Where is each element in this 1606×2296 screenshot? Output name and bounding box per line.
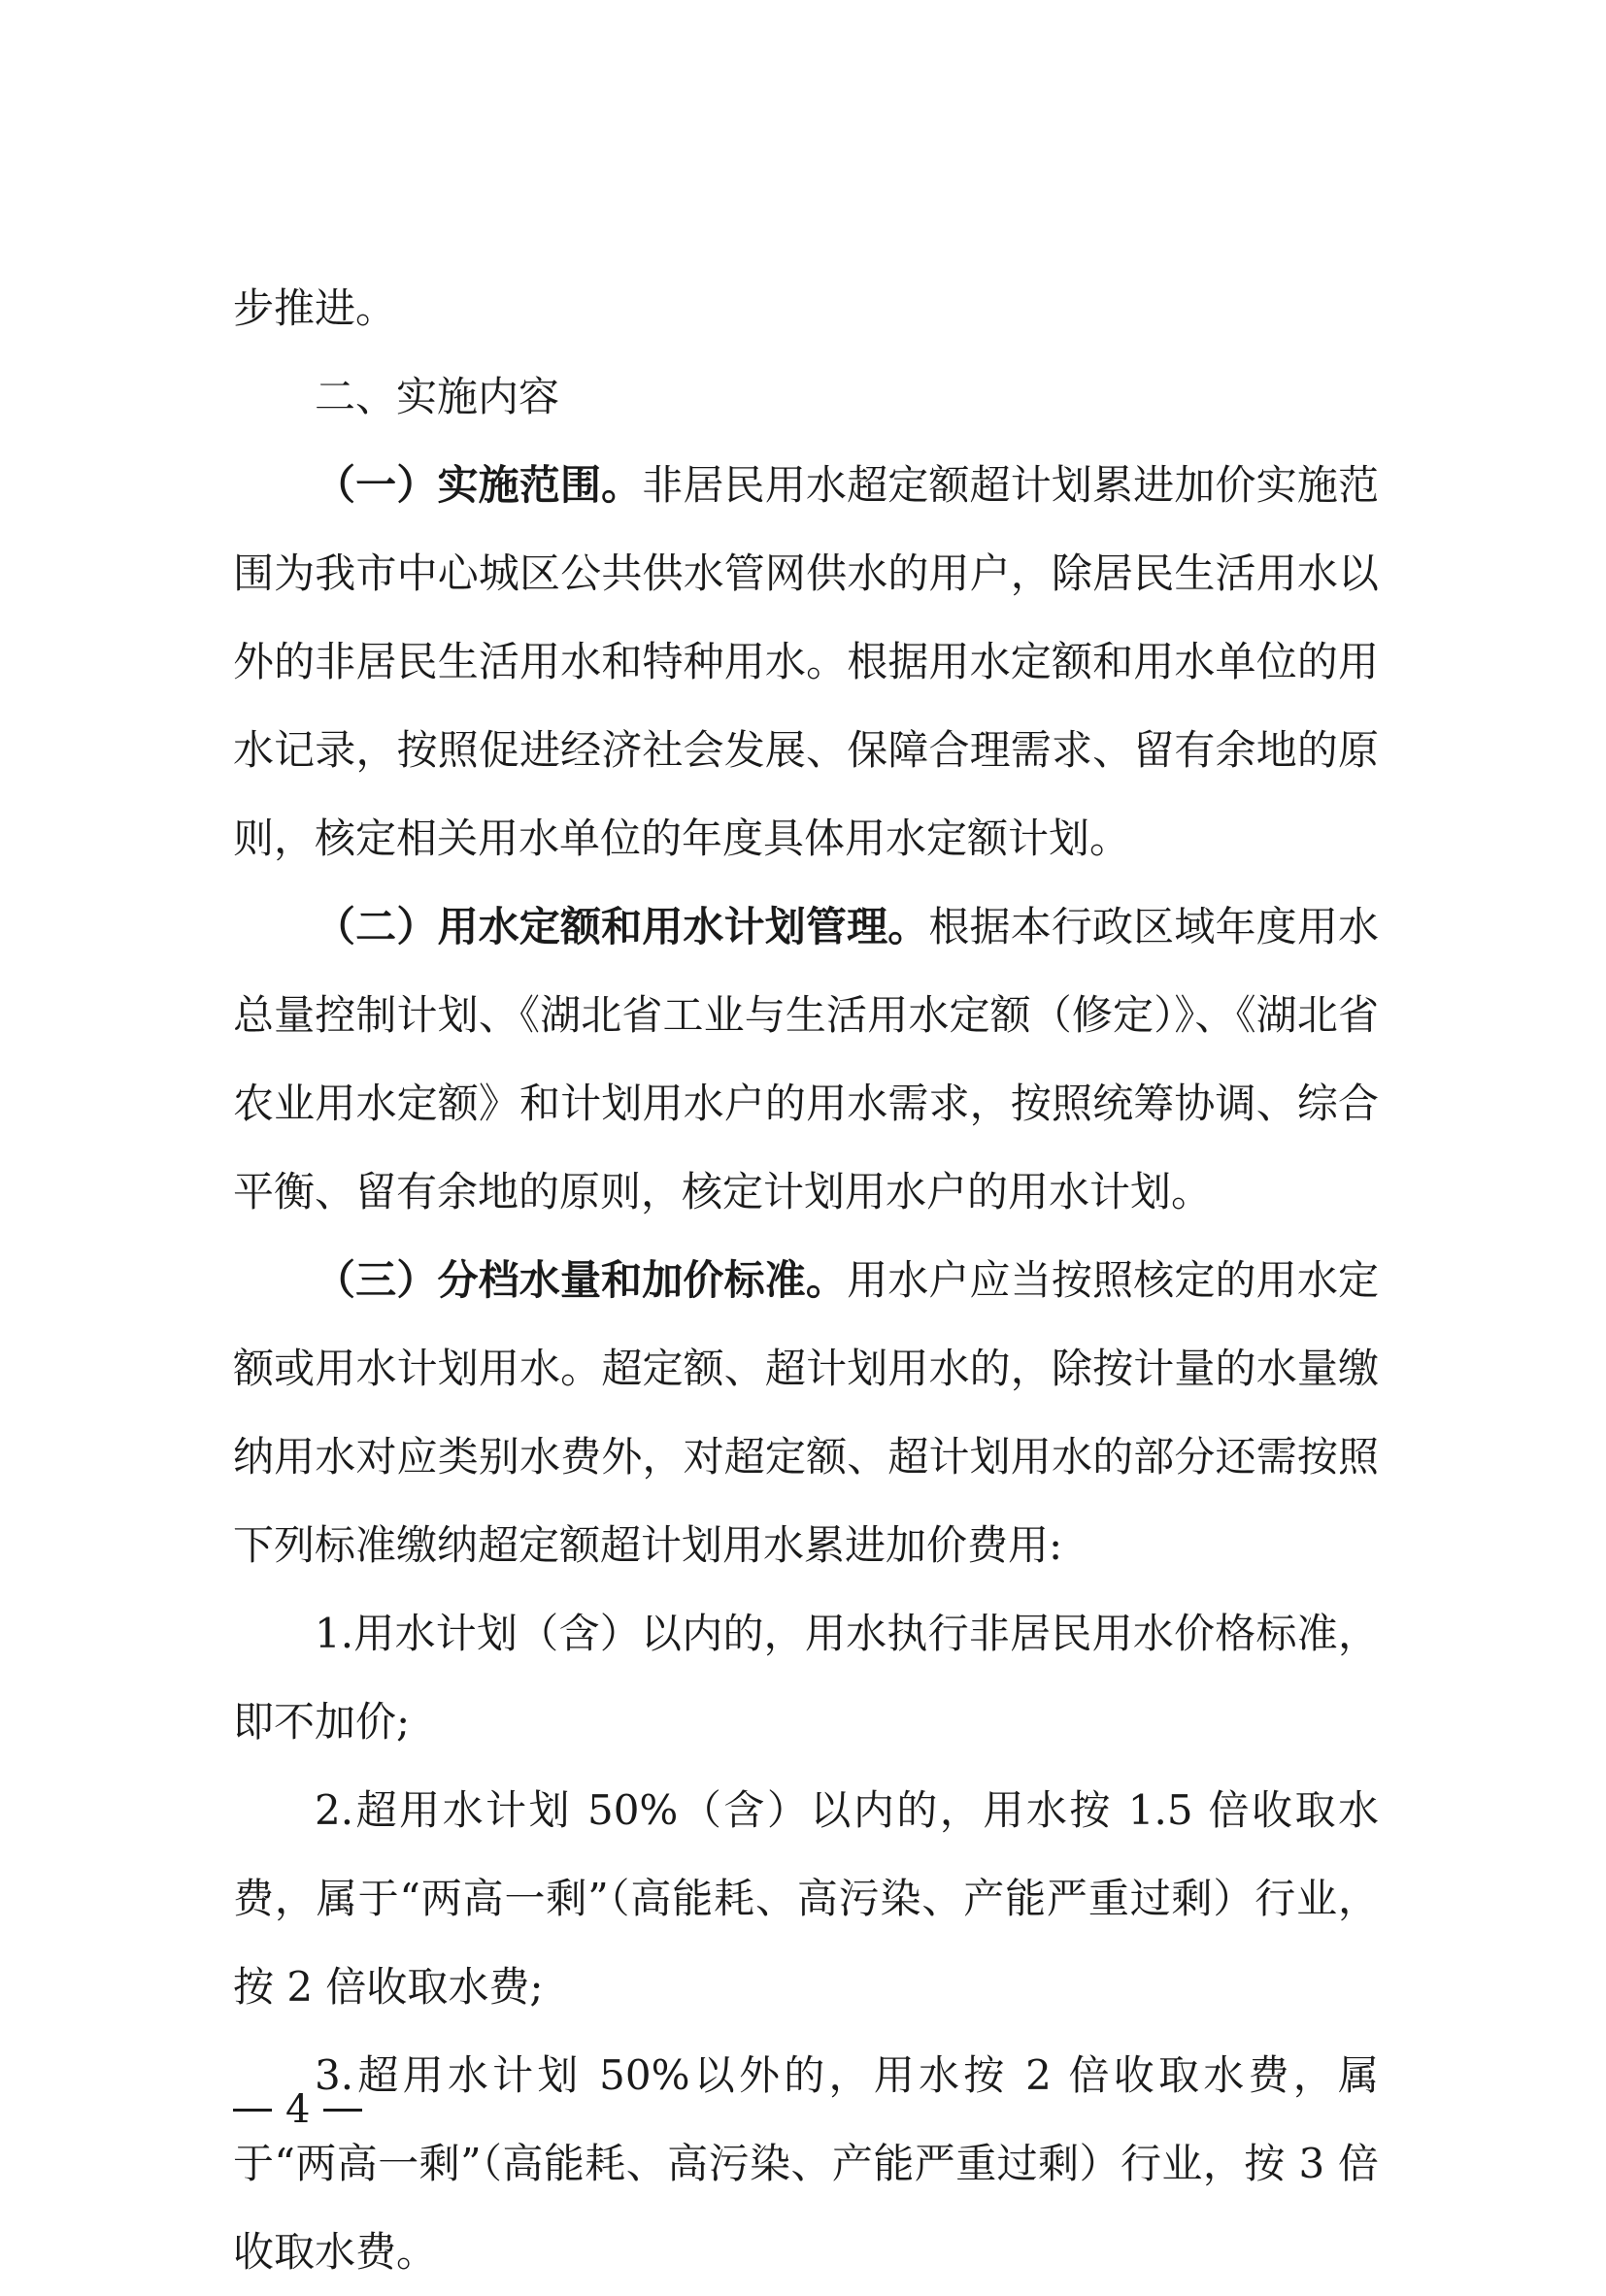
subheading-tier-pricing: （三）分档水量和加价标准。 [315,1256,848,1304]
footer-left-dash [233,2109,272,2112]
section-heading: 二、实施内容 [315,373,560,420]
paragraph-implementation-scope [233,441,1379,882]
paragraph-quota-management [233,882,1379,1236]
paragraph-text: 非居民用水超定额超计划累进加价实施范围为我市中心城区公共供水管网供水的用户，除居民生活用水以外的非居民生活用水和特种用水。根据用水定额和用水单位的用水记录，按照促进经济社会发展、保障合理需求、留有余地的原则，核定相关用水单位的年度具体用水定额计划。 [233,461,1379,862]
list-item-3: 3.超用水计划 50%以外的，用水按 2 倍收取水费，属于“两高一剩”（高能耗、高污染、产能严重过剩）行业，按 3 倍收取水费。 [233,2051,1379,2276]
paragraph-tier-pricing [233,1236,1379,1589]
footer-right-dash [323,2109,362,2112]
continuation-paragraph: 步推进。 [233,284,397,332]
subheading-implementation-scope: （一）实施范围。 [315,461,643,509]
document-body [233,264,1379,2296]
list-item-1: 1.用水计划（含）以内的，用水执行非居民用水价格标准，即不加价; [233,1610,1379,1746]
subheading-quota-management: （二）用水定额和用水计划管理。 [315,903,929,950]
page-number: 4 [285,2087,311,2132]
page-footer [233,2087,362,2132]
paragraph-text: 根据本行政区域年度用水总量控制计划、《湖北省工业与生活用水定额（修定）》、《湖北省农业用水定额》和计划用水户的用水需求，按照统筹协调、综合平衡、留有余地的原则，核定计划用水户的用水计划。 [233,903,1379,1215]
paragraph-text: 用水户应当按照核定的用水定额或用水计划用水。超定额、超计划用水的，除按计量的水量缴纳用水对应类别水费外，对超定额、超计划用水的部分还需按照下列标准缴纳超定额超计划用水累进加价费用: [233,1256,1379,1569]
list-item-2: 2.超用水计划 50%（含）以内的，用水按 1.5 倍收取水费，属于“两高一剩”（高能耗、高污染、产能严重过剩）行业，按 2 倍收取水费; [233,1786,1379,2011]
